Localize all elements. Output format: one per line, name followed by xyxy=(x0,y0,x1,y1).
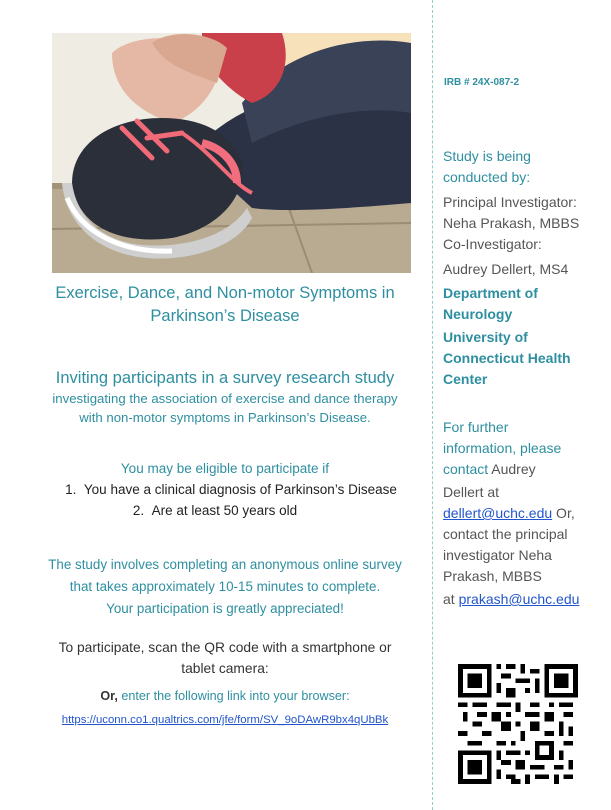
eligibility-lead: You may be eligible to participate if xyxy=(120,461,330,476)
qr-code-icon[interactable] xyxy=(458,664,578,784)
participate-line: To participate, scan the QR code with a smartphone or xyxy=(58,640,392,655)
involvement-line: Your participation is greatly appreciated! xyxy=(106,601,344,616)
irb-number: IRB # 24X-087-2 xyxy=(444,77,520,88)
dellert-email-line xyxy=(443,503,603,524)
or-contact: Or, xyxy=(552,505,575,521)
university-line: Center xyxy=(443,371,488,387)
participate-instructions xyxy=(20,637,430,679)
eligibility-item xyxy=(0,500,430,521)
eligibility-item-text: You have a clinical diagnosis of Parkinson’s Disease xyxy=(83,482,397,497)
conducted-by-line: Study is being xyxy=(443,148,531,164)
pi-label: Principal Investigator: xyxy=(443,194,577,210)
dellert-email-link[interactable]: dellert@uchc.edu xyxy=(443,505,553,521)
department xyxy=(443,283,603,325)
title-line: Exercise, Dance, and Non-motor Symptoms in xyxy=(55,284,395,302)
further-line: contact xyxy=(443,461,489,477)
or-label: Or, xyxy=(100,689,118,703)
involvement-section xyxy=(20,554,430,620)
eligibility-item xyxy=(32,479,430,500)
or-line xyxy=(20,689,430,703)
survey-link[interactable]: https://uconn.co1.qualtrics.com/jfe/form/SV_9oDAwR9bx4qUbBk xyxy=(61,714,389,726)
eligibility-item-number: 2. xyxy=(132,503,145,518)
title-line: Parkinson’s Disease xyxy=(150,307,300,325)
participate-line: tablet camera: xyxy=(181,661,269,676)
coi-label: Co-Investigator: xyxy=(443,236,542,252)
university xyxy=(443,327,603,390)
contact-name-line: Dellert at xyxy=(443,484,500,500)
contact-name: Audrey xyxy=(488,461,536,477)
involvement-line: that takes approximately 10-15 minutes to complete. xyxy=(69,579,381,594)
contact-line: contact the principal xyxy=(443,526,568,542)
at-label: at xyxy=(443,591,459,607)
eligibility-item-text: Are at least 50 years old xyxy=(151,503,298,518)
hero-photo xyxy=(52,33,411,273)
pi-name: Neha Prakash, MBBS xyxy=(443,215,580,231)
department-line: Department of xyxy=(443,285,538,301)
further-line: information, please xyxy=(443,440,562,456)
invitation-line: investigating the association of exercise and dance therapy xyxy=(52,391,398,406)
conducted-by-heading xyxy=(443,146,603,188)
conducted-by-line: conducted by: xyxy=(443,169,531,185)
contact-line: Prakash, MBBS xyxy=(443,568,542,584)
eligibility-section xyxy=(20,458,430,521)
study-title xyxy=(20,282,430,328)
contact-line: investigator Neha xyxy=(443,547,552,563)
coi-name: Audrey Dellert, MS4 xyxy=(443,261,569,277)
eligibility-item-number: 1. xyxy=(65,482,77,497)
university-line: Connecticut Health xyxy=(443,350,571,366)
university-line: University of xyxy=(443,329,528,345)
prakash-email-link[interactable]: prakash@uchc.edu xyxy=(458,591,580,607)
involvement-line: The study involves completing an anonymous online survey xyxy=(48,557,402,572)
investigators xyxy=(443,192,603,280)
prakash-email-line xyxy=(443,589,603,610)
department-line: Neurology xyxy=(443,306,513,322)
column-divider xyxy=(432,0,433,810)
invitation-line: with non-motor symptoms in Parkinson’s Disease. xyxy=(79,410,371,425)
invitation-headline: Inviting participants in a survey research study xyxy=(55,369,395,387)
further-info xyxy=(443,417,603,610)
further-line: For further xyxy=(443,419,509,435)
or-text: enter the following link into your browser: xyxy=(117,689,350,703)
running-shoe-illustration xyxy=(52,33,411,273)
invitation xyxy=(20,368,430,427)
